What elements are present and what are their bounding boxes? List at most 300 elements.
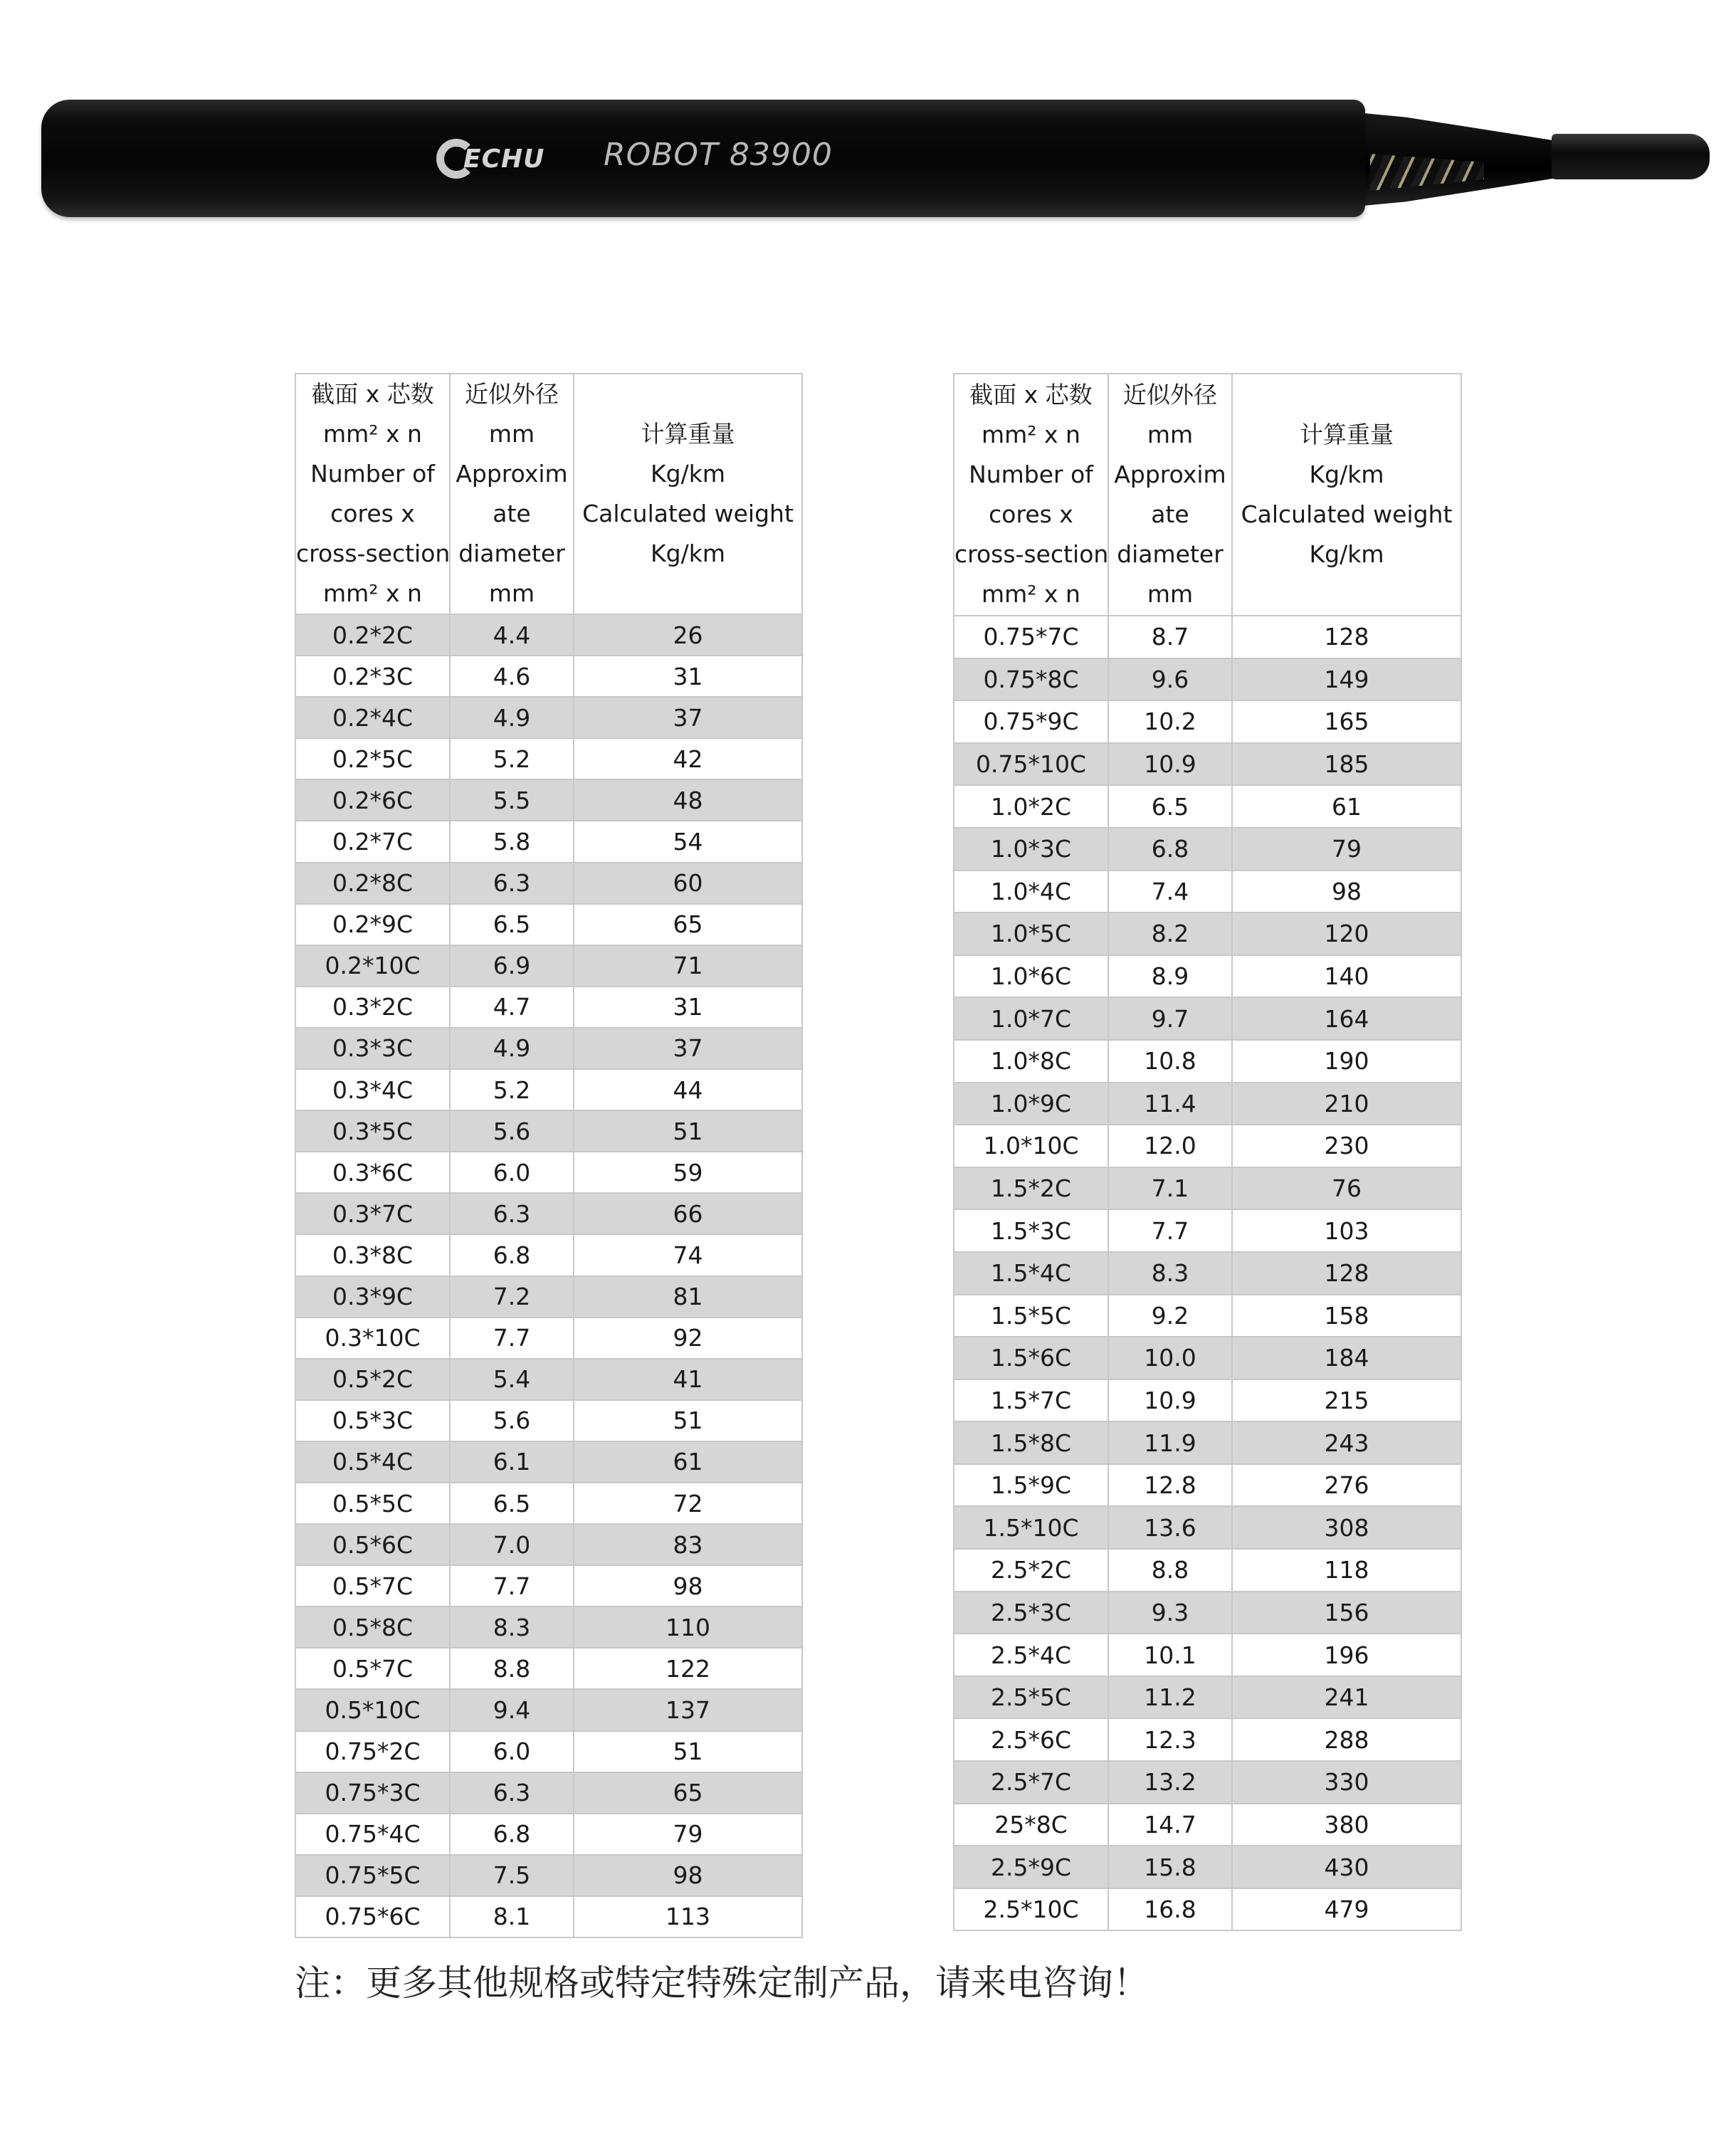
header-line: ate [493, 500, 531, 527]
cell-cross-section: 0.75*7C [954, 616, 1108, 658]
table-row [295, 1359, 802, 1400]
header-line: cross-section [954, 540, 1109, 568]
cell-diameter: 8.1 [450, 1896, 574, 1937]
cell-diameter: 6.8 [450, 1814, 574, 1855]
cell-cross-section: 1.0*6C [954, 955, 1108, 998]
table-row [295, 1772, 802, 1814]
cell-weight: 66 [574, 1193, 802, 1234]
cell-cross-section: 0.75*10C [954, 743, 1108, 786]
cell-weight: 241 [1232, 1676, 1461, 1719]
table-row [954, 1421, 1461, 1464]
cell-diameter: 6.0 [450, 1731, 574, 1772]
table-row [954, 1464, 1461, 1507]
cell-diameter: 6.1 [450, 1441, 574, 1483]
cell-weight: 71 [574, 945, 802, 987]
cell-cross-section: 0.3*9C [295, 1276, 450, 1318]
cell-diameter: 8.3 [1108, 1252, 1232, 1295]
table-row [295, 821, 802, 862]
header-line: Kg/km [651, 460, 725, 488]
table-row [295, 697, 802, 738]
cell-cross-section: 1.5*10C [954, 1506, 1108, 1549]
cell-diameter: 9.7 [1108, 997, 1232, 1040]
header-line: 计算重量 [1300, 421, 1394, 448]
table-row [295, 1731, 802, 1772]
cell-weight: 60 [574, 863, 802, 904]
cell-diameter: 12.0 [1108, 1125, 1232, 1167]
cell-cross-section: 1.5*6C [954, 1337, 1108, 1379]
table-row [954, 997, 1461, 1040]
cell-cross-section: 1.5*5C [954, 1295, 1108, 1337]
cell-diameter: 5.6 [450, 1400, 574, 1441]
header-cross-section [295, 374, 450, 614]
cell-cross-section: 0.5*4C [295, 1441, 450, 1483]
cell-diameter: 7.1 [1108, 1167, 1232, 1210]
cell-diameter: 13.6 [1108, 1506, 1232, 1549]
header-line: mm² x n [982, 421, 1080, 448]
table-row [295, 1276, 802, 1318]
cell-diameter: 7.0 [450, 1524, 574, 1565]
cell-cross-section: 0.5*6C [295, 1524, 450, 1565]
header-line: 截面 x 芯数 [311, 380, 434, 408]
cell-diameter: 12.8 [1108, 1464, 1232, 1507]
cell-diameter: 6.5 [450, 1483, 574, 1524]
cell-weight: 190 [1232, 1040, 1461, 1083]
cell-weight: 137 [574, 1689, 802, 1730]
header-weight [1232, 374, 1461, 616]
table-row [954, 871, 1461, 913]
cell-weight: 103 [1232, 1209, 1461, 1252]
cell-diameter: 10.1 [1108, 1634, 1232, 1676]
cell-cross-section: 0.2*8C [295, 863, 450, 904]
cell-weight: 122 [574, 1648, 802, 1689]
cell-cross-section: 2.5*4C [954, 1634, 1108, 1676]
cell-cross-section: 0.75*2C [295, 1731, 450, 1772]
cell-cross-section: 2.5*9C [954, 1846, 1108, 1888]
cell-weight: 113 [574, 1896, 802, 1937]
cell-diameter: 7.7 [1108, 1209, 1232, 1252]
cell-weight: 79 [574, 1814, 802, 1855]
brand-logo [436, 135, 544, 182]
cell-weight: 158 [1232, 1295, 1461, 1337]
cell-diameter: 10.8 [1108, 1040, 1232, 1083]
table-row [954, 785, 1461, 828]
cell-weight: 81 [574, 1276, 802, 1318]
logo-c-icon [436, 139, 476, 179]
table-row [954, 1549, 1461, 1592]
cell-weight: 72 [574, 1483, 802, 1524]
table-row [954, 1083, 1461, 1125]
table-row [954, 1040, 1461, 1083]
cell-diameter: 10.9 [1108, 743, 1232, 786]
spec-table-right [953, 373, 1462, 1931]
cell-diameter: 8.8 [1108, 1549, 1232, 1592]
table-row [295, 1483, 802, 1524]
cell-diameter: 7.2 [450, 1276, 574, 1318]
table-row [295, 656, 802, 697]
header-line: Kg/km [1309, 461, 1384, 488]
table-row [295, 1648, 802, 1689]
cell-weight: 380 [1232, 1804, 1461, 1846]
cell-weight: 215 [1232, 1379, 1461, 1422]
cell-cross-section: 1.0*3C [954, 828, 1108, 871]
cell-cross-section: 1.5*9C [954, 1464, 1108, 1507]
table-row [954, 1676, 1461, 1719]
cell-weight: 54 [574, 821, 802, 862]
cell-weight: 65 [574, 904, 802, 945]
cell-diameter: 4.6 [450, 656, 574, 697]
table-row [295, 987, 802, 1028]
header-cross-section [954, 374, 1108, 616]
table-row [295, 1400, 802, 1441]
cell-diameter: 5.2 [450, 1069, 574, 1110]
cell-weight: 37 [574, 1028, 802, 1069]
cell-diameter: 5.8 [450, 821, 574, 862]
cell-cross-section: 0.75*6C [295, 1896, 450, 1937]
footnote: 注：更多其他规格或特定特殊定制产品，请来电咨询！ [295, 1962, 1149, 2004]
table-row [295, 1607, 802, 1648]
cell-diameter: 7.7 [450, 1565, 574, 1607]
cell-diameter: 6.8 [450, 1234, 574, 1276]
table-row [954, 1209, 1461, 1252]
cell-cross-section: 0.5*10C [295, 1689, 450, 1730]
header-line: mm [1147, 580, 1194, 608]
cell-diameter: 11.2 [1108, 1676, 1232, 1719]
cell-diameter: 14.7 [1108, 1804, 1232, 1846]
cell-weight: 149 [1232, 658, 1461, 701]
cell-weight: 120 [1232, 913, 1461, 955]
cell-cross-section: 1.0*8C [954, 1040, 1108, 1083]
cell-cross-section: 0.3*6C [295, 1152, 450, 1193]
cell-weight: 196 [1232, 1634, 1461, 1676]
cell-diameter: 4.4 [450, 614, 574, 656]
cell-cross-section: 2.5*3C [954, 1592, 1108, 1634]
header-line: mm [1147, 421, 1194, 448]
cell-cross-section: 0.3*5C [295, 1110, 450, 1152]
cell-weight: 76 [1232, 1167, 1461, 1210]
cell-diameter: 4.9 [450, 1028, 574, 1069]
table-row [295, 1524, 802, 1565]
cell-diameter: 10.0 [1108, 1337, 1232, 1379]
cell-weight: 65 [574, 1772, 802, 1814]
cell-diameter: 6.5 [450, 904, 574, 945]
cell-weight: 430 [1232, 1846, 1461, 1888]
cell-cross-section: 0.75*9C [954, 700, 1108, 743]
cell-cross-section: 25*8C [954, 1804, 1108, 1846]
cell-cross-section: 0.5*2C [295, 1359, 450, 1400]
table-row [295, 945, 802, 987]
cell-weight: 48 [574, 779, 802, 821]
cell-weight: 308 [1232, 1506, 1461, 1549]
cell-weight: 74 [574, 1234, 802, 1276]
cell-cross-section: 0.2*3C [295, 656, 450, 697]
cell-weight: 110 [574, 1607, 802, 1648]
cable-core [1552, 134, 1710, 179]
cell-cross-section: 0.3*2C [295, 987, 450, 1028]
cell-cross-section: 0.2*6C [295, 779, 450, 821]
cell-diameter: 13.2 [1108, 1761, 1232, 1804]
cell-cross-section: 1.0*9C [954, 1083, 1108, 1125]
cell-diameter: 8.2 [1108, 913, 1232, 955]
table-row [954, 955, 1461, 998]
table-row [295, 779, 802, 821]
cell-diameter: 9.6 [1108, 658, 1232, 701]
cell-weight: 140 [1232, 955, 1461, 998]
cell-cross-section: 0.3*4C [295, 1069, 450, 1110]
cell-diameter: 6.5 [1108, 785, 1232, 828]
table-row [954, 1295, 1461, 1337]
cell-weight: 92 [574, 1318, 802, 1359]
table-row [954, 616, 1461, 658]
cell-weight: 61 [574, 1441, 802, 1483]
cell-cross-section: 0.3*7C [295, 1193, 450, 1234]
cell-diameter: 6.0 [450, 1152, 574, 1193]
cell-diameter: 5.2 [450, 738, 574, 779]
cell-diameter: 5.4 [450, 1359, 574, 1400]
cell-diameter: 6.8 [1108, 828, 1232, 871]
table-row [295, 1441, 802, 1483]
cell-cross-section: 0.5*7C [295, 1648, 450, 1689]
table-row [954, 1592, 1461, 1634]
cell-weight: 128 [1232, 616, 1461, 658]
cell-weight: 230 [1232, 1125, 1461, 1167]
table-row [295, 1318, 802, 1359]
table-row [295, 1028, 802, 1069]
table-row [954, 1337, 1461, 1379]
cell-diameter: 6.3 [450, 1772, 574, 1814]
cell-weight: 59 [574, 1152, 802, 1193]
cell-weight: 276 [1232, 1464, 1461, 1507]
cell-weight: 26 [574, 614, 802, 656]
table-row [295, 1896, 802, 1937]
cell-cross-section: 0.5*5C [295, 1483, 450, 1524]
brand-name: ECHU [463, 144, 545, 174]
table-row [295, 1152, 802, 1193]
cell-diameter: 6.3 [450, 863, 574, 904]
header-line: mm² x n [323, 420, 422, 448]
cell-weight: 42 [574, 738, 802, 779]
cell-diameter: 9.4 [450, 1689, 574, 1730]
cell-diameter: 4.7 [450, 987, 574, 1028]
cell-cross-section: 2.5*10C [954, 1888, 1108, 1931]
header-line: cores x [989, 500, 1073, 528]
cell-cross-section: 0.2*2C [295, 614, 450, 656]
cell-cross-section: 1.5*3C [954, 1209, 1108, 1252]
cell-weight: 156 [1232, 1592, 1461, 1634]
cell-weight: 243 [1232, 1421, 1461, 1464]
cell-weight: 83 [574, 1524, 802, 1565]
cell-cross-section: 0.2*9C [295, 904, 450, 945]
model-name: ROBOT 83900 [604, 137, 833, 173]
table-row [954, 700, 1461, 743]
table-row [295, 1234, 802, 1276]
cell-weight: 118 [1232, 1549, 1461, 1592]
header-line: 近似外径 [465, 380, 559, 408]
header-line: diameter [458, 540, 565, 567]
table-row [954, 1761, 1461, 1804]
header-line: Calculated weight [1241, 500, 1453, 528]
cell-cross-section: 0.3*8C [295, 1234, 450, 1276]
cell-weight: 31 [574, 656, 802, 697]
cell-cross-section: 2.5*6C [954, 1718, 1108, 1761]
header-line: 计算重量 [641, 420, 735, 448]
cell-cross-section: 0.75*4C [295, 1814, 450, 1855]
cell-cross-section: 0.3*10C [295, 1318, 450, 1359]
cell-diameter: 7.7 [450, 1318, 574, 1359]
cell-diameter: 12.3 [1108, 1718, 1232, 1761]
table-header-row [295, 374, 802, 614]
cell-weight: 98 [574, 1565, 802, 1607]
cell-cross-section: 1.0*5C [954, 913, 1108, 955]
cell-cross-section: 1.5*8C [954, 1421, 1108, 1464]
header-diameter [450, 374, 574, 614]
cell-weight: 51 [574, 1731, 802, 1772]
cell-diameter: 9.2 [1108, 1295, 1232, 1337]
cell-cross-section: 0.2*5C [295, 738, 450, 779]
header-line: Kg/km [651, 540, 725, 567]
cell-weight: 98 [1232, 871, 1461, 913]
cell-diameter: 15.8 [1108, 1846, 1232, 1888]
cell-diameter: 10.2 [1108, 700, 1232, 743]
cell-diameter: 9.3 [1108, 1592, 1232, 1634]
cell-diameter: 7.4 [1108, 871, 1232, 913]
cell-cross-section: 0.75*8C [954, 658, 1108, 701]
cell-weight: 37 [574, 697, 802, 738]
table-row [954, 1888, 1461, 1931]
cell-weight: 165 [1232, 700, 1461, 743]
table-row [954, 1379, 1461, 1422]
table-row [295, 1855, 802, 1896]
cell-cross-section: 2.5*7C [954, 1761, 1108, 1804]
table-row [295, 1689, 802, 1730]
cell-diameter: 11.4 [1108, 1083, 1232, 1125]
cell-cross-section: 0.2*10C [295, 945, 450, 987]
cell-weight: 79 [1232, 828, 1461, 871]
header-line: Kg/km [1309, 540, 1384, 568]
table-row [295, 904, 802, 945]
table-row [954, 828, 1461, 871]
table-row [954, 743, 1461, 786]
cell-cross-section: 1.0*2C [954, 785, 1108, 828]
cell-weight: 128 [1232, 1252, 1461, 1295]
table-row [295, 614, 802, 656]
header-line: ate [1151, 500, 1189, 528]
cell-weight: 61 [1232, 785, 1461, 828]
table-row [954, 1846, 1461, 1888]
table-row [295, 1193, 802, 1234]
table-row [954, 1634, 1461, 1676]
cell-diameter: 16.8 [1108, 1888, 1232, 1931]
header-line: Calculated weight [582, 500, 794, 527]
cell-weight: 51 [574, 1110, 802, 1152]
header-weight [574, 374, 802, 614]
cell-weight: 184 [1232, 1337, 1461, 1379]
spec-table-left [295, 373, 803, 1938]
cell-weight: 210 [1232, 1083, 1461, 1125]
cell-cross-section: 0.2*4C [295, 697, 450, 738]
cell-cross-section: 0.75*5C [295, 1855, 450, 1896]
header-line: 截面 x 芯数 [969, 381, 1093, 409]
cell-cross-section: 0.5*8C [295, 1607, 450, 1648]
cell-diameter: 6.3 [450, 1193, 574, 1234]
header-line: cross-section [296, 540, 451, 567]
table-row [295, 738, 802, 779]
header-line: 近似外径 [1123, 381, 1217, 409]
header-line: cores x [330, 500, 415, 527]
table-row [954, 1252, 1461, 1295]
cell-cross-section: 2.5*2C [954, 1549, 1108, 1592]
cell-diameter: 8.9 [1108, 955, 1232, 998]
table-row [954, 1125, 1461, 1167]
cell-diameter: 11.9 [1108, 1421, 1232, 1464]
table-row [295, 1565, 802, 1607]
cell-cross-section: 0.5*7C [295, 1565, 450, 1607]
cell-weight: 185 [1232, 743, 1461, 786]
cell-diameter: 5.6 [450, 1110, 574, 1152]
table-header-row [954, 374, 1461, 616]
cell-cross-section: 1.0*7C [954, 997, 1108, 1040]
cell-cross-section: 1.5*7C [954, 1379, 1108, 1422]
header-line: Number of [310, 460, 435, 488]
table-row [954, 1718, 1461, 1761]
cell-diameter: 4.9 [450, 697, 574, 738]
cell-diameter: 6.9 [450, 945, 574, 987]
cell-cross-section: 0.75*3C [295, 1772, 450, 1814]
cell-weight: 479 [1232, 1888, 1461, 1931]
cell-weight: 41 [574, 1359, 802, 1400]
table-row [295, 1069, 802, 1110]
table-row [954, 913, 1461, 955]
cell-weight: 51 [574, 1400, 802, 1441]
header-line: mm [488, 579, 535, 607]
cable-image [41, 100, 1365, 217]
cell-cross-section: 0.5*3C [295, 1400, 450, 1441]
table-row [295, 863, 802, 904]
table-row [954, 658, 1461, 701]
cell-cross-section: 0.2*7C [295, 821, 450, 862]
cell-diameter: 8.7 [1108, 616, 1232, 658]
cell-weight: 31 [574, 987, 802, 1028]
table-row [295, 1110, 802, 1152]
header-line: mm² x n [982, 580, 1080, 608]
header-line: Number of [969, 461, 1093, 488]
cell-diameter: 8.8 [450, 1648, 574, 1689]
table-row [295, 1814, 802, 1855]
header-line: mm [488, 420, 535, 448]
cell-cross-section: 0.3*3C [295, 1028, 450, 1069]
table-row [954, 1804, 1461, 1846]
cell-cross-section: 1.0*10C [954, 1125, 1108, 1167]
cell-diameter: 7.5 [450, 1855, 574, 1896]
cell-weight: 330 [1232, 1761, 1461, 1804]
cell-cross-section: 1.5*2C [954, 1167, 1108, 1210]
cell-weight: 164 [1232, 997, 1461, 1040]
table-row [954, 1506, 1461, 1549]
cell-diameter: 10.9 [1108, 1379, 1232, 1422]
table-row [954, 1167, 1461, 1210]
cell-diameter: 8.3 [450, 1607, 574, 1648]
cell-cross-section: 1.0*4C [954, 871, 1108, 913]
cell-weight: 98 [574, 1855, 802, 1896]
header-line: Approxim [1114, 461, 1226, 488]
cell-cross-section: 1.5*4C [954, 1252, 1108, 1295]
cell-weight: 44 [574, 1069, 802, 1110]
header-diameter [1108, 374, 1232, 616]
cell-cross-section: 2.5*5C [954, 1676, 1108, 1719]
cell-weight: 288 [1232, 1718, 1461, 1761]
header-line: Approxim [456, 460, 568, 488]
cell-diameter: 5.5 [450, 779, 574, 821]
header-line: diameter [1117, 540, 1224, 568]
